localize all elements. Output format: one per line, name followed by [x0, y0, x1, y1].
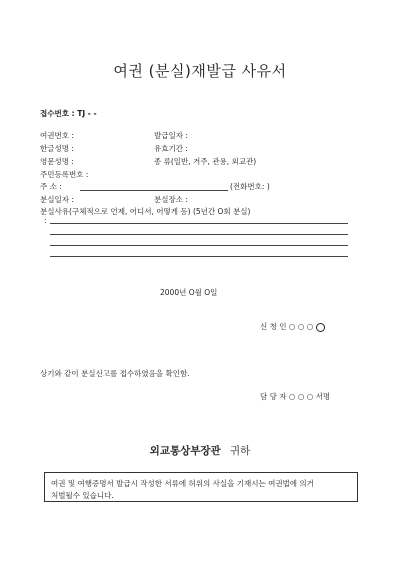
loss-place-label: 분실장소 :: [154, 195, 188, 204]
passport-type-label: 종 류(일반, 거주, 관용, 외교관): [154, 157, 257, 166]
notice-line-1: 여권 및 여행증명서 발급시 작성한 서류에 허위의 사실을 기재시는 여권법에 의거: [51, 479, 314, 488]
applicant-name: 신 청 인 ○ ○ ○: [260, 322, 314, 331]
confirmation-text: 상기와 같이 분실신고를 접수하였음을 확인함.: [40, 369, 190, 378]
application-date: 2000년 O월 O일: [160, 288, 218, 297]
passport-number-label: 여권번호 :: [40, 131, 74, 140]
reason-line-4: [50, 256, 348, 257]
form-title: 여권 (분실)재발급 사유서: [113, 62, 287, 80]
loss-reason-label: 분실사유(구체적으로 언제, 어디서, 어떻게 등) (5년간 O회 분실): [40, 207, 251, 216]
reason-line-2: [50, 234, 348, 235]
authority-name: 외교통상부장관: [149, 445, 221, 457]
korean-name-label: 한글성명 :: [40, 144, 74, 153]
address-line: [80, 190, 228, 191]
resident-number-label: 주민등록번호 :: [40, 170, 89, 179]
loss-date-label: 분실일자 :: [40, 195, 74, 204]
authority-suffix: 귀하: [230, 445, 251, 457]
reason-line-3: [50, 245, 348, 246]
authority-line: [0, 443, 400, 458]
seal-icon: [316, 323, 325, 332]
phone-label: (전화번호: ): [230, 182, 270, 191]
officer-line: 담 당 자 ○ ○ ○ 서명: [260, 392, 331, 401]
loss-reason-colon: :: [44, 216, 47, 225]
applicant-line: [260, 321, 325, 332]
notice-box: [44, 472, 358, 502]
notice-line-2: 처벌될수 있습니다.: [51, 491, 114, 500]
address-label: 주 소 :: [40, 182, 62, 191]
reason-line-1: [50, 223, 348, 224]
valid-period-label: 유효기간 :: [154, 144, 188, 153]
receipt-number: 접수번호 : TJ - -: [40, 109, 97, 118]
english-name-label: 영문성명 :: [40, 157, 74, 166]
issue-date-label: 발급일자 :: [154, 131, 188, 140]
